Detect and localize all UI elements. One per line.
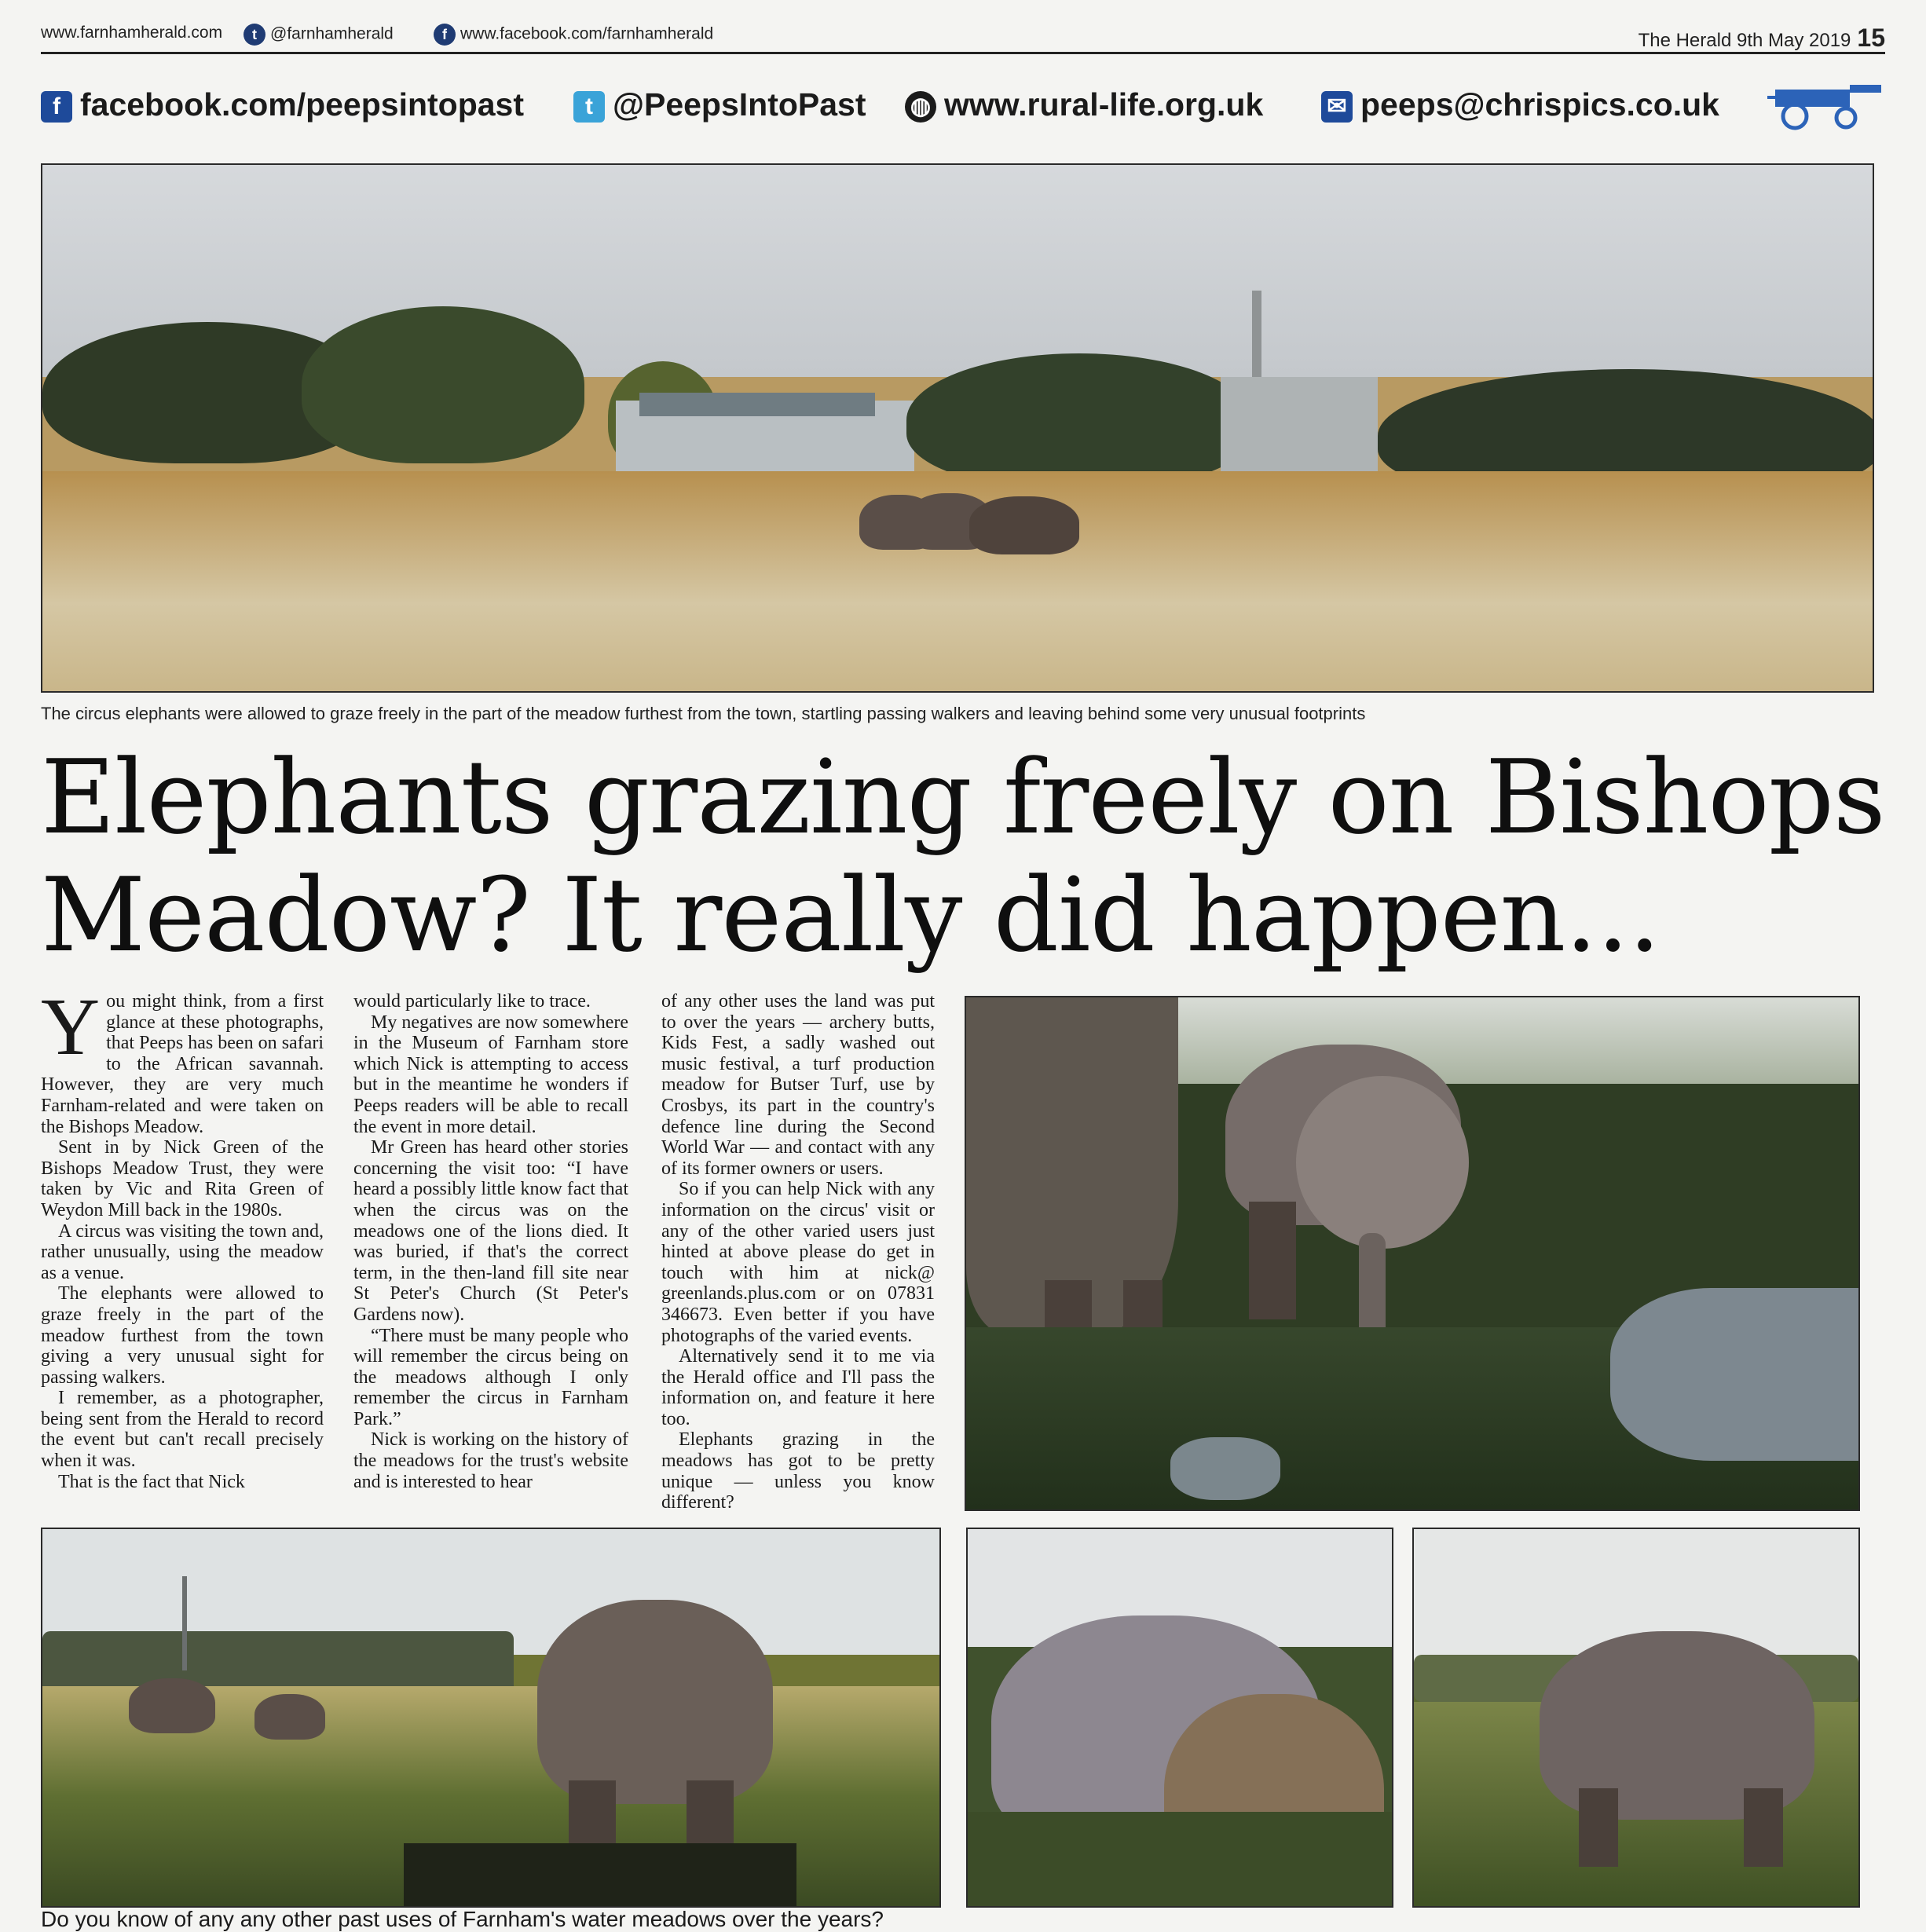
folio-issue [1639,24,1885,53]
photo-meadow-panorama [41,163,1874,693]
bottom-caption: Do you know of any any other past uses of Farnham's water meadows over the years? [41,1907,884,1931]
photo-elephant-raised-trunk [1412,1528,1860,1908]
banner-web-text: www.rural-life.org.uk [944,86,1264,123]
paragraph: Alternatively send it to me via the Herald office and I'll pass the information on, and feature it here too. [661,1346,935,1429]
article-column-1 [41,982,324,1492]
banner-twitter-text: @PeepsIntoPast [613,86,866,123]
paragraph: I remember, as a photographer, being sent from the Herald to record the event but can't recall precisely when it was. [41,1388,324,1472]
paragraph: That is the fact that Nick [58,1471,245,1492]
paragraph: would particularly like to trace. [353,991,591,1012]
folio-facebook-text: www.facebook.com/farnhamherald [460,24,714,43]
headline: Elephants grazing freely on Bishops Meadow? It really did happen... [41,737,1885,975]
envelope-icon: ✉ [1321,91,1353,123]
photo-elephants-by-water [965,996,1860,1511]
paragraph: Nick is working on the history of the meadows for the trust's website and is interested to hear [353,1429,628,1492]
paragraph-text: ou might think, from a first glance at these photographs, that Peeps has been on safari to the African savannah. However, they are very much Farnham-related and were taken on the Bishops Meadow. [41,991,324,1137]
paragraph: Mr Green has heard other stories concerning the visit too: “I have heard a possibly little know fact that when the circus was on the meadows one of the lions died. It was buried, if that's the correct term, in the then-land fill site near St Peter's Church (St Peter's Gardens now). [353,1137,628,1325]
banner-twitter [573,86,866,123]
folio-site: www.farnhamherald.com [41,24,223,42]
banner-email-text: peeps@chrispics.co.uk [1360,86,1719,123]
folio-facebook [434,24,713,46]
folio-twitter [243,24,394,46]
paragraph: My negatives are now somewhere in the Museum of Farnham store which Nick is attempting to access but in the meantime he wonders if Peeps readers will be able to recall the event in more detail. [353,1012,628,1137]
issue-date: The Herald 9th May 2019 [1638,30,1851,51]
paragraph: Elephants grazing in the meadows has got to be pretty unique — unless you know different? [661,1429,935,1513]
banner-facebook-text: facebook.com/peepsintopast [80,86,525,123]
cart-logo-icon [1767,82,1885,130]
twitter-icon: t [243,24,265,46]
page-number: 15 [1857,24,1885,52]
photo-elephants-meadow [41,1528,941,1908]
paragraph: A circus was visiting the town and, rather unusually, using the meadow as a venue. [41,1220,324,1283]
page-folio [41,17,1885,54]
top-photo-caption: The circus elephants were allowed to graze freely in the part of the meadow furthest from the town, startling passing walkers and leaving behind some very unusual footprints [41,704,1366,723]
paragraph: Sent in by Nick Green of the Bishops Meadow Trust, they were taken by Vic and Rita Green of Weydon Mill back in the 1980s. [41,1137,324,1220]
banner-email [1321,86,1719,123]
paragraph: of any other uses the land was put to over the years — archery butts, Kids Fest, a sadly washed out music festival, a turf production meadow for Butser Turf, use by Crosbys, its part in the country's defence line during the Second World War — and contact with any of its former owners or users. [661,991,935,1179]
twitter-icon: t [573,91,605,123]
paragraph: The elephants were allowed to graze freely in the part of the meadow furthest from the town giving a very unusual sight for passing walkers. [41,1283,324,1388]
banner-web [905,86,1263,123]
social-banner [41,79,1885,134]
banner-facebook [41,86,524,123]
article-column-3 [661,991,935,1513]
paragraph [41,982,324,1137]
facebook-icon: f [434,24,456,46]
article-column-2 [353,991,628,1492]
facebook-icon: f [41,91,72,123]
paragraph: So if you can help Nick with any information on the circus' visit or any of the other varied users just hinted at above please do get in touch with him at nick@ greenlands.plus.com or on 07831 346673. Even better if you have photographs of the varied events. [661,1179,935,1346]
paragraph: “There must be many people who will remember the circus being on the meadows although I only remember the circus in Farnham Park.” [353,1325,628,1429]
photo-elephant-and-calf [966,1528,1393,1908]
folio-twitter-text: @farnhamherald [270,24,394,43]
globe-icon: ◍ [905,91,936,123]
dropcap: Y [41,982,101,1072]
